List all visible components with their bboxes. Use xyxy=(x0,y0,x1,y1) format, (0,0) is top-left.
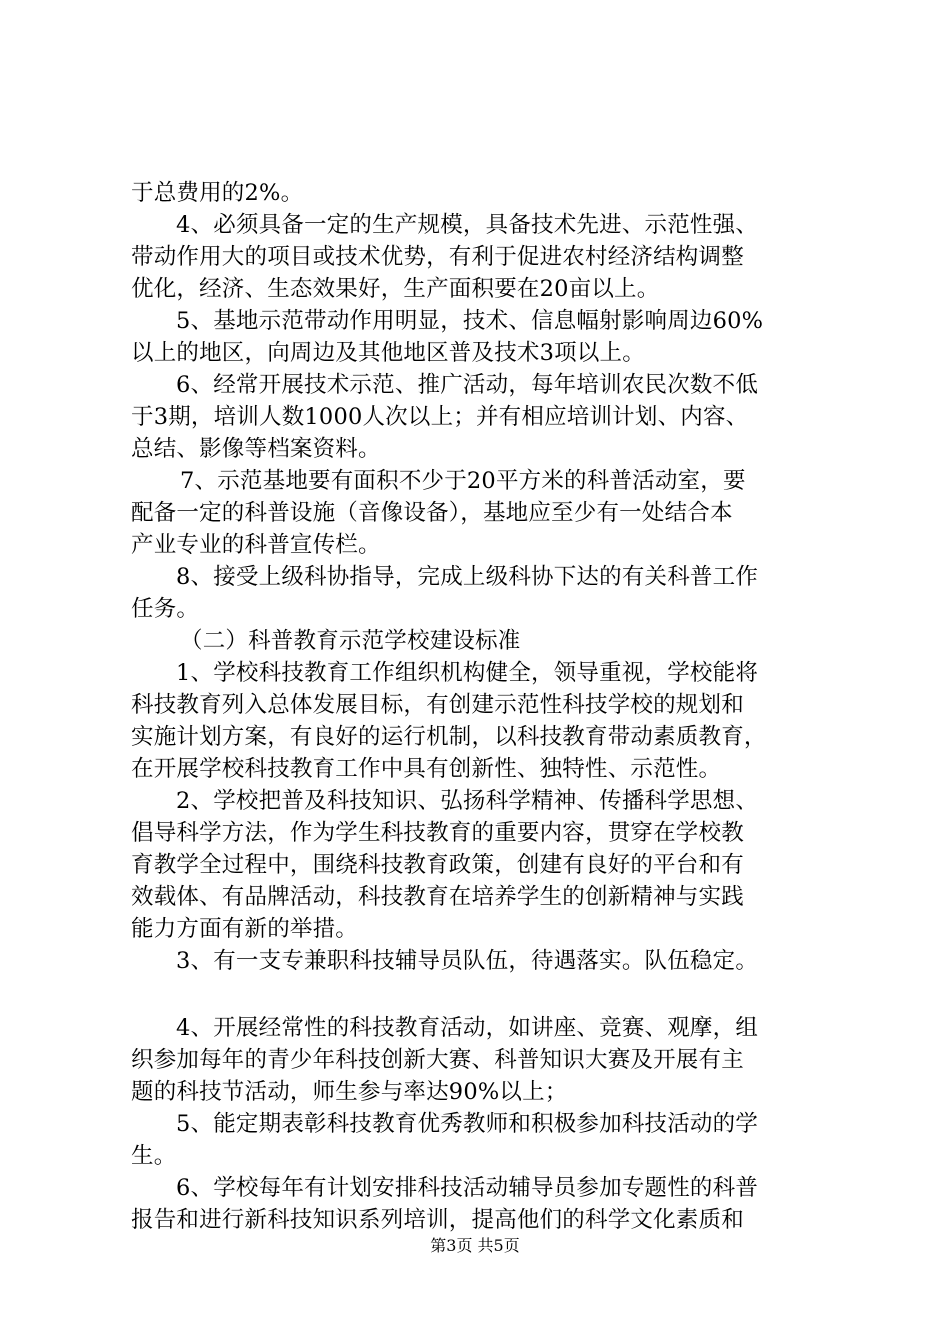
text-line: 生。 xyxy=(131,1143,177,1169)
text-line: 实施计划方案，有良好的运行机制，以科技教育带动素质教育， xyxy=(131,724,767,750)
text-line: 带动作用大的项目或技术优势，有利于促进农村经济结构调整 xyxy=(131,244,744,270)
text-line: 效载体、有品牌活动，科技教育在培养学生的创新精神与实践 xyxy=(131,884,744,910)
text-line: 5、能定期表彰科技教育优秀教师和积极参加科技活动的学 xyxy=(176,1111,759,1137)
text-line: 倡导科学方法，作为学生科技教育的重要内容，贯穿在学校教 xyxy=(131,820,744,846)
text-line: 在开展学校科技教育工作中具有创新性、独特性、示范性。 xyxy=(131,756,722,782)
text-line: 育教学全过程中，围绕科技教育政策，创建有良好的平台和有 xyxy=(131,852,744,878)
text-line: 以上的地区，向周边及其他地区普及技术3项以上。 xyxy=(131,340,645,366)
text-line: 3、有一支专兼职科技辅导员队伍，待遇落实。队伍稳定。 xyxy=(176,948,759,974)
text-line: 产业专业的科普宣传栏。 xyxy=(131,532,381,558)
text-line: 总结、影像等档案资料。 xyxy=(131,436,381,462)
text-line: 2、学校把普及科技知识、弘扬科学精神、传播科学思想、 xyxy=(176,788,759,814)
text-line: 6、学校每年有计划安排科技活动辅导员参加专题性的科普 xyxy=(176,1175,759,1201)
page-number-footer: 第3页 共5页 xyxy=(430,1236,520,1255)
text-line: 8、接受上级科协指导，完成上级科协下达的有关科普工作 xyxy=(176,564,759,590)
text-line: 科技教育列入总体发展目标，有创建示范性科技学校的规划和 xyxy=(131,692,744,718)
text-line: 配备一定的科普设施（音像设备），基地应至少有一处结合本 xyxy=(131,500,733,526)
text-line: 织参加每年的青少年科技创新大赛、科普知识大赛及开展有主 xyxy=(131,1047,744,1073)
text-line: 能力方面有新的举措。 xyxy=(131,916,359,942)
section-heading: （二）科普教育示范学校建设标准 xyxy=(180,628,521,654)
text-line: 优化，经济、生态效果好，生产面积要在20亩以上。 xyxy=(131,276,660,302)
text-line: 4、必须具备一定的生产规模，具备技术先进、示范性强、 xyxy=(176,212,759,238)
text-line: 5、基地示范带动作用明显，技术、信息幅射影响周边60% xyxy=(176,308,764,334)
text-line: 1、学校科技教育工作组织机构健全，领导重视，学校能将 xyxy=(176,660,759,686)
text-line: 6、经常开展技术示范、推广活动，每年培训农民次数不低 xyxy=(176,372,759,398)
text-line: 于总费用的2%。 xyxy=(131,180,304,206)
text-line: 7、示范基地要有面积不少于20平方米的科普活动室，要 xyxy=(180,468,746,494)
text-line: 于3期，培训人数1000人次以上；并有相应培训计划、内容、 xyxy=(131,404,749,430)
text-line: 报告和进行新科技知识系列培训，提高他们的科学文化素质和 xyxy=(131,1207,744,1233)
text-line: 任务。 xyxy=(131,596,200,622)
text-line: 题的科技节活动，师生参与率达90%以上； xyxy=(131,1079,568,1105)
text-line: 4、开展经常性的科技教育活动，如讲座、竞赛、观摩，组 xyxy=(176,1015,759,1041)
